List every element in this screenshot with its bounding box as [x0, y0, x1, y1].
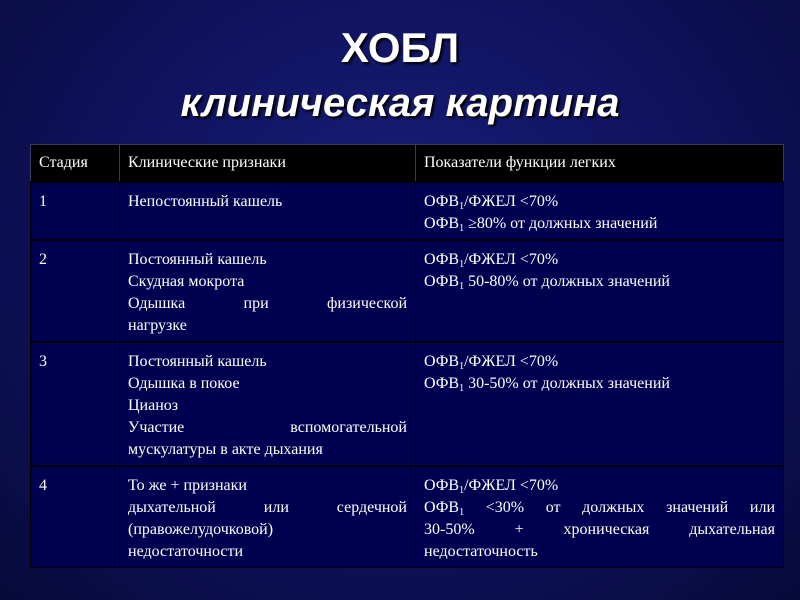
stage-cell: 1 — [31, 182, 120, 240]
column-header-stage: Стадия — [31, 145, 120, 183]
slide-title: ХОБЛ — [340, 24, 460, 71]
copd-stages-table — [30, 144, 784, 568]
sign-line: дыхательной или сердечной — [128, 499, 407, 516]
table-header-row — [31, 145, 784, 183]
signs-cell — [120, 466, 416, 568]
signs-cell — [120, 182, 416, 240]
column-header-lung-function: Показатели функции легких — [416, 145, 784, 183]
signs-cell — [120, 240, 416, 342]
stage-cell: 3 — [31, 342, 120, 466]
stage-cell: 4 — [31, 466, 120, 568]
sign-line: Непостоянный кашель — [128, 193, 283, 210]
function-cell — [416, 240, 784, 342]
function-cell — [416, 342, 784, 466]
column-header-clinical-signs: Клинические признаки — [120, 145, 416, 183]
sign-line: Одышка при физической — [128, 295, 407, 312]
table-row — [31, 466, 784, 568]
function-line: $ОФВ_1$/ФЖЕЛ <70% — [424, 477, 559, 496]
sign-line: Постоянный кашель — [128, 353, 267, 370]
sign-line: мускулатуры в акте дыхания — [128, 441, 323, 458]
sign-line: То же + признаки — [128, 477, 247, 494]
sign-line: недостаточности — [128, 543, 243, 560]
function-line: $ОФВ_1$/ФЖЕЛ <70% — [424, 251, 559, 270]
sign-line: Постоянный кашель — [128, 251, 267, 268]
slide-subtitle: клиническая картина — [180, 81, 620, 125]
table-row — [31, 182, 784, 240]
sign-line: нагрузке — [128, 317, 187, 334]
sign-line: (правожелудочковой) — [128, 521, 274, 538]
function-line: 30-50% + хроническая дыхательная — [424, 521, 775, 538]
function-line: $ОФВ_1$ 50-80% от должных значений — [424, 273, 670, 292]
table-row — [31, 342, 784, 466]
function-line: $ОФВ_1$/ФЖЕЛ <70% — [424, 193, 559, 212]
signs-cell — [120, 342, 416, 466]
function-line: $ОФВ_1$/ФЖЕЛ <70% — [424, 353, 559, 372]
function-line: $ОФВ_1$ 30-50% от должных значений — [424, 375, 670, 394]
function-cell — [416, 182, 784, 240]
sign-line: Участие вспомогательной — [128, 419, 407, 436]
sign-line: Цианоз — [128, 397, 179, 414]
stage-cell: 2 — [31, 240, 120, 342]
function-line: $ОФВ_1 <30\%$ от должных значений или — [424, 499, 775, 518]
function-cell — [416, 466, 784, 568]
table-row — [31, 240, 784, 342]
sign-line: Одышка в покое — [128, 375, 240, 392]
function-line: $ОФВ_1 \ge 80\%$ от должных значений — [424, 215, 658, 234]
sign-line: Скудная мокрота — [128, 273, 245, 290]
function-line: недостаточность — [424, 543, 538, 560]
